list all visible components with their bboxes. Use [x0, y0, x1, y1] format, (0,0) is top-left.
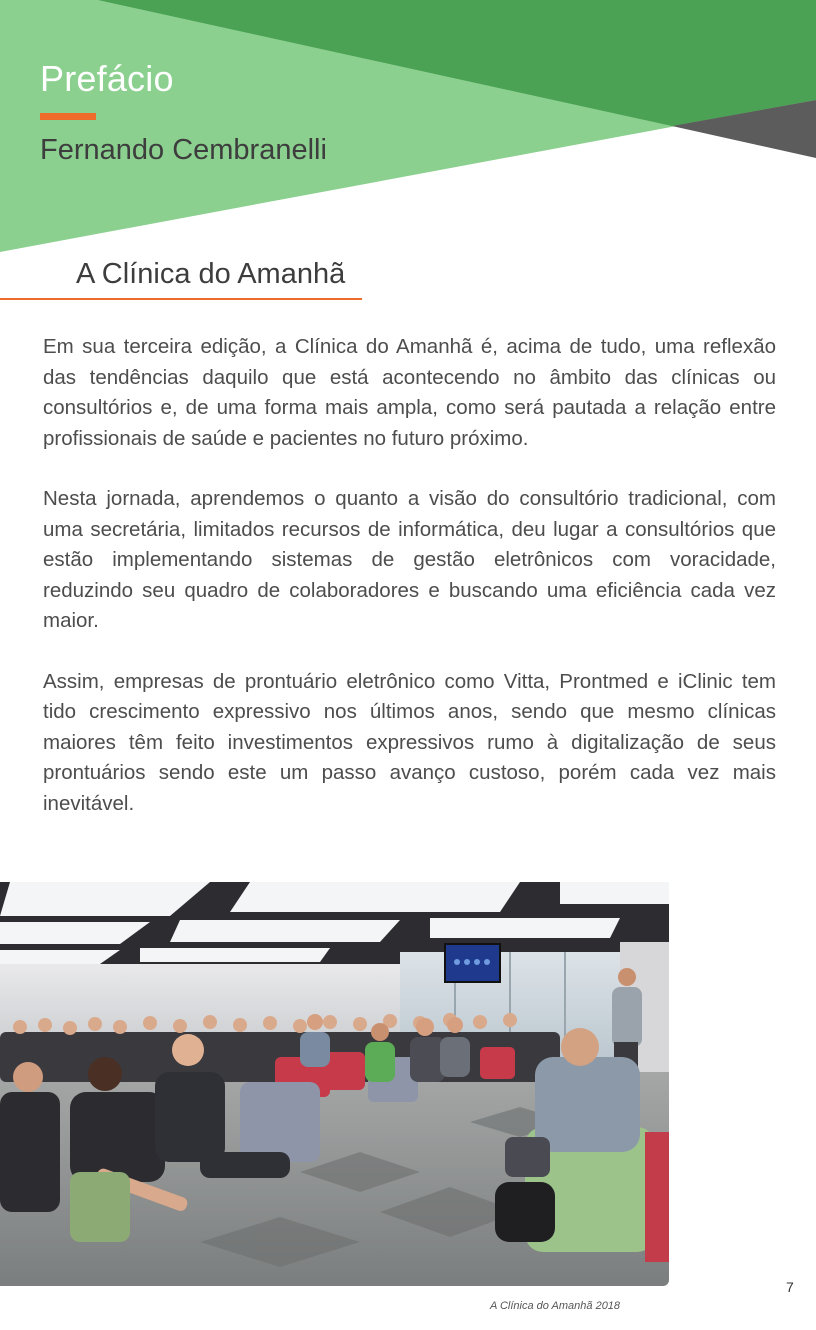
- header-banner: [0, 0, 816, 260]
- title-accent-bar: [40, 113, 96, 120]
- body-text: [43, 332, 776, 849]
- paragraph-1: Em sua terceira edição, a Clínica do Amanhã é, acima de tudo, uma reflexão das tendências daquilo que está acontecendo no âmbito das clínicas ou consultórios e, de uma forma mais ampla, como será pautada a relação entre profissionais de saúde e pacientes no futuro próximo.: [43, 335, 776, 450]
- section-title: A Clínica do Amanhã: [76, 258, 346, 290]
- event-photo: [0, 882, 669, 1286]
- chapter-title: Prefácio: [40, 58, 174, 99]
- paragraph-3: Assim, empresas de prontuário eletrônico como Vitta, Prontmed e iClinic tem tido crescimento expressivo nos últimos anos, sendo que mesmo clínicas maiores têm feito investimentos expressivos rumo à digitalização de seus prontuários sendo este um passo avanço custoso, porém cada vez mais inevitável.: [43, 669, 776, 815]
- page-number: 7: [786, 1279, 794, 1295]
- section-underline: [0, 298, 362, 300]
- event-audience-photo-icon: [0, 882, 669, 1286]
- author-name: Fernando Cembranelli: [40, 134, 327, 166]
- paragraph-2: Nesta jornada, aprendemos o quanto a visão do consultório tradicional, com uma secretária, limitados recursos de informática, deu lugar a consultórios que estão implementando sistemas de gestão eletrônicos com voracidade, reduzindo seu quadro de colaboradores e buscando uma eficiência cada vez maior.: [43, 487, 776, 632]
- photo-caption: A Clínica do Amanhã 2018: [490, 1300, 621, 1312]
